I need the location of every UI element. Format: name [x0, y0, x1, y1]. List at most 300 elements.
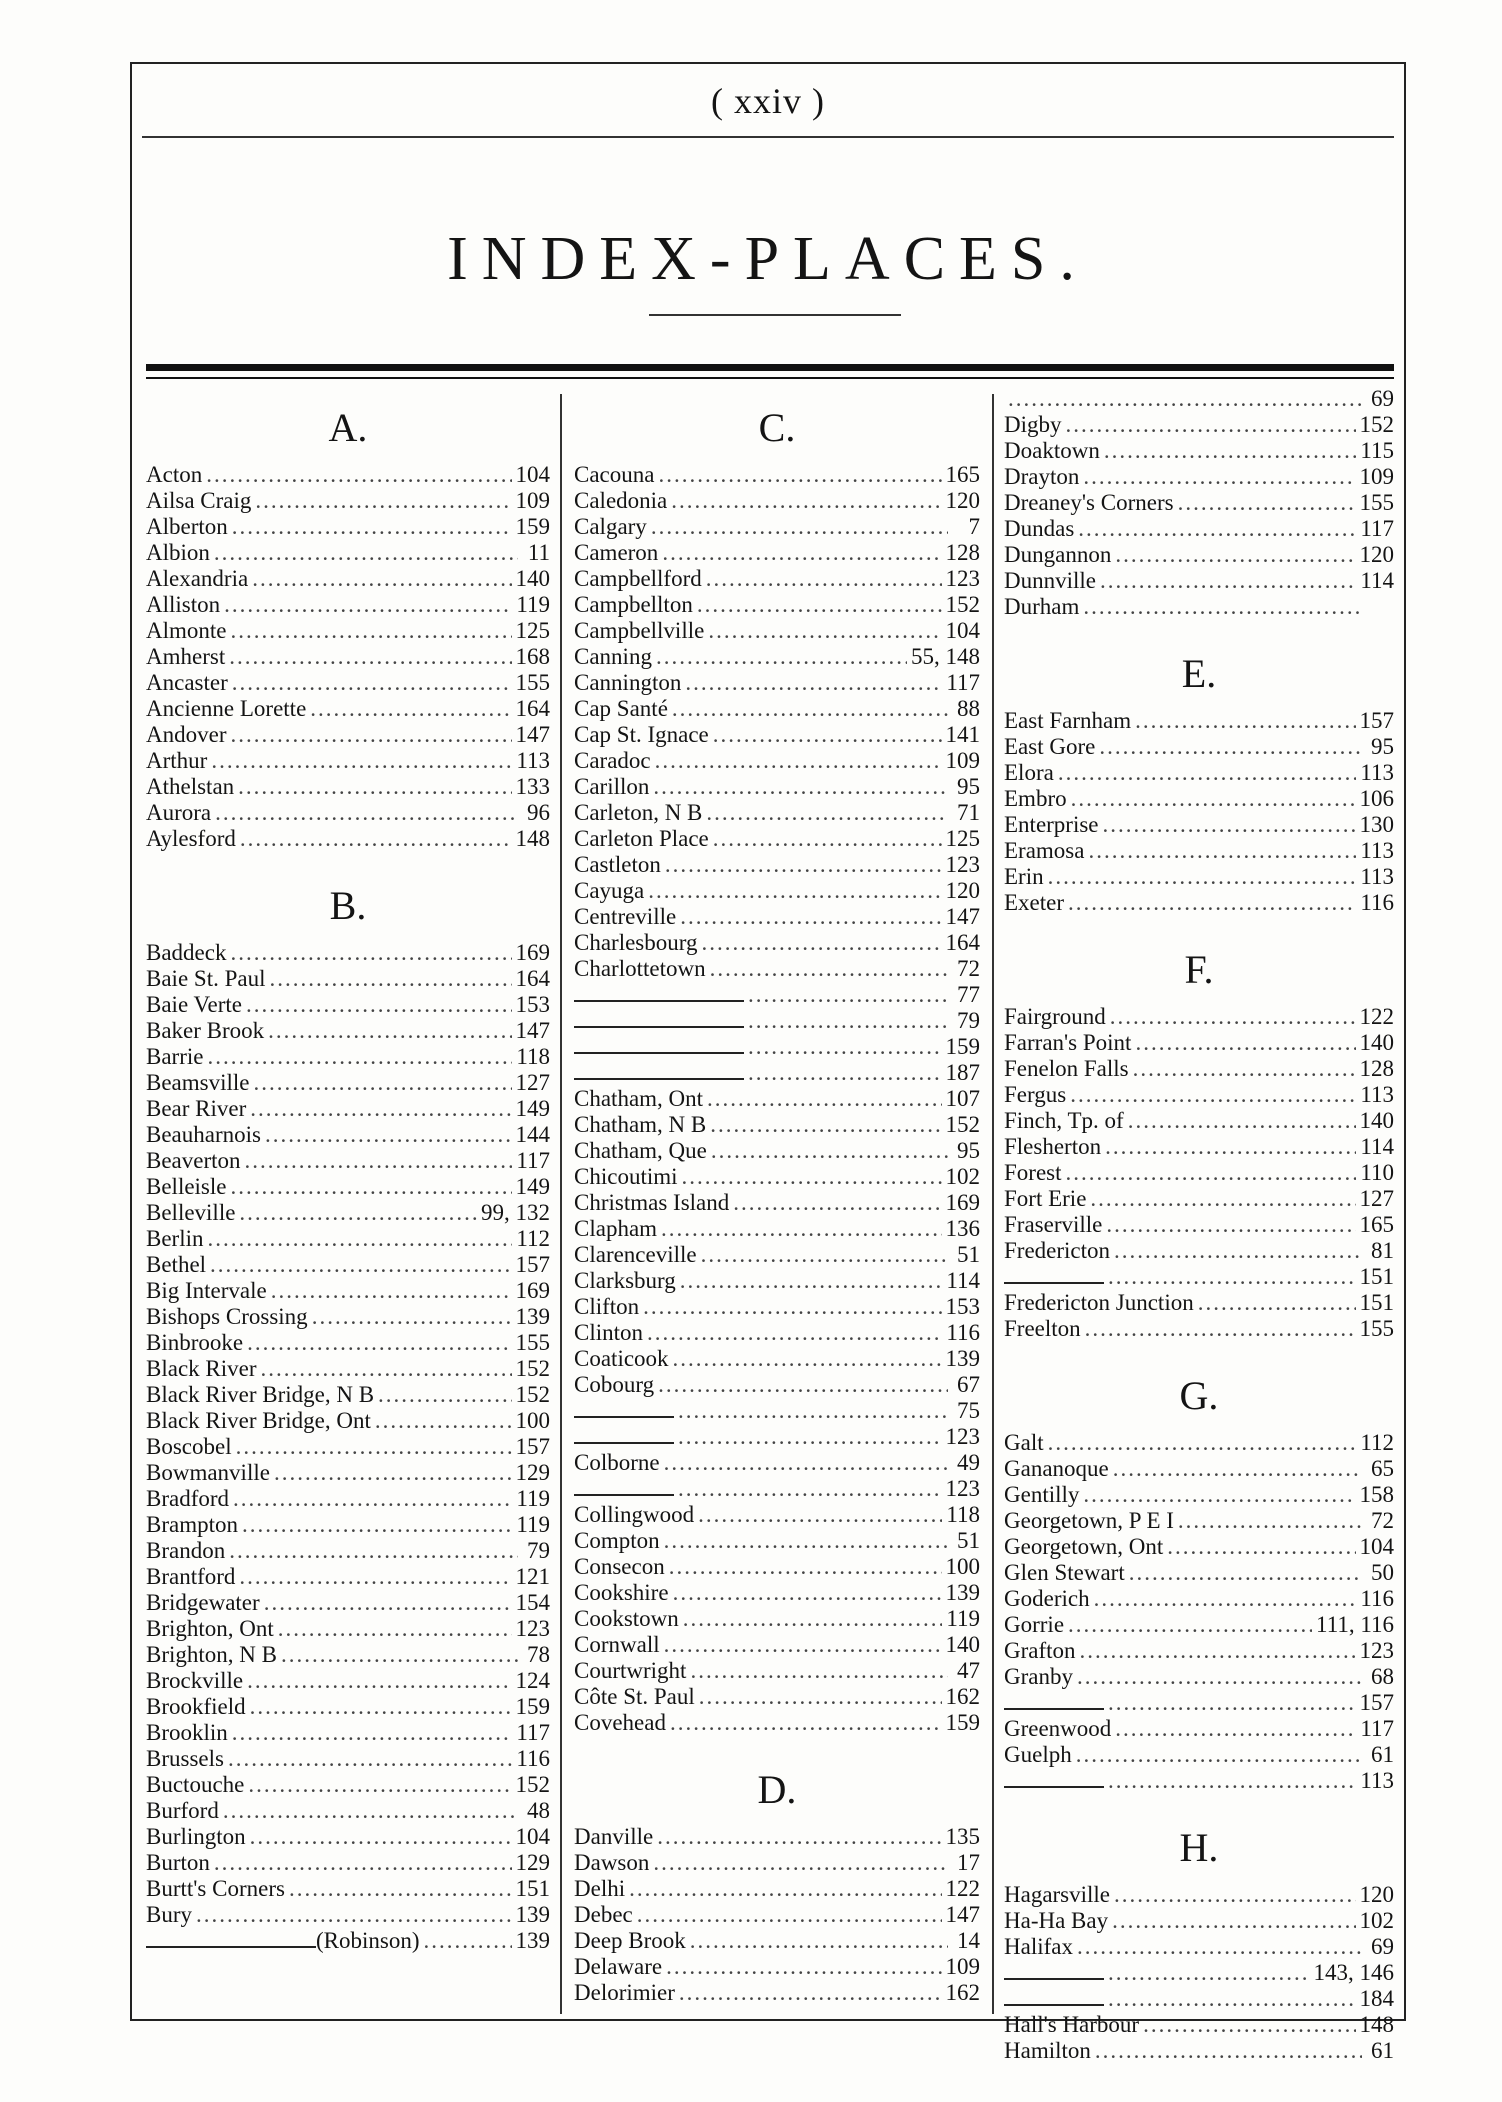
page-reference: 61	[1371, 2038, 1394, 2063]
page-reference: 118	[516, 1044, 550, 1069]
page-reference: 114	[1360, 568, 1394, 593]
page-reference: 77	[957, 982, 980, 1007]
index-entry	[1004, 1934, 1394, 1960]
leader-dots	[1083, 464, 1355, 490]
index-entry	[574, 670, 980, 696]
page-reference: 17	[957, 1850, 980, 1875]
index-entry	[574, 540, 980, 566]
place-name: Greenwood	[1004, 1716, 1112, 1741]
page-reference: 140	[1359, 1030, 1394, 1055]
leader-dots	[706, 566, 942, 592]
leader-dots	[713, 722, 942, 748]
page-reference: 79	[527, 1538, 550, 1563]
place-name: Freelton	[1004, 1316, 1081, 1341]
index-entry	[146, 1226, 550, 1252]
leader-dots	[679, 1980, 942, 2006]
place-name: Fairground	[1004, 1004, 1106, 1029]
place-name: Brighton, N B	[146, 1642, 277, 1667]
leader-dots	[196, 1902, 512, 1928]
index-entry	[574, 1528, 980, 1554]
page-reference: 51	[957, 1528, 980, 1553]
page-reference: 123	[945, 1476, 980, 1501]
page-reference: 117	[516, 1148, 550, 1173]
leader-dots	[1198, 1290, 1356, 1316]
index-entry	[146, 618, 550, 644]
section-letter: B.	[329, 883, 367, 928]
page-reference: 71	[957, 800, 980, 825]
page-reference: 119	[516, 1486, 550, 1511]
leader-dots	[1106, 1212, 1355, 1238]
page-reference: 122	[1359, 1004, 1394, 1029]
page-reference: 113	[1360, 864, 1394, 889]
place-name: Big Intervale	[146, 1278, 267, 1303]
index-entry	[1004, 812, 1394, 838]
index-entry	[146, 1070, 550, 1096]
index-entry	[574, 1606, 980, 1632]
leader-dots	[661, 1216, 941, 1242]
leader-dots	[658, 1372, 948, 1398]
leader-dots	[1108, 1960, 1310, 1986]
leader-dots	[1068, 1612, 1312, 1638]
place-name: Eramosa	[1004, 838, 1085, 863]
page-reference: 169	[515, 940, 550, 965]
place-name: Glen Stewart	[1004, 1560, 1125, 1585]
page-reference: 151	[1359, 1290, 1394, 1315]
ditto-dash	[1004, 1978, 1104, 1980]
page-reference: 155	[515, 1330, 550, 1355]
index-entry	[1004, 864, 1394, 890]
index-entry	[574, 1684, 980, 1710]
place-name: Alberton	[146, 514, 228, 539]
place-name: Debec	[574, 1902, 633, 1927]
page-reference: 164	[515, 966, 550, 991]
index-column-1	[146, 394, 550, 1954]
page-reference: 116	[516, 1746, 550, 1771]
place-name: Clarksburg	[574, 1268, 676, 1293]
index-entry	[146, 462, 550, 488]
page-reference: 96	[527, 800, 550, 825]
leader-dots	[664, 1632, 942, 1658]
index-entry	[146, 826, 550, 852]
place-name: Caledonia	[574, 488, 668, 513]
place-name: Cap St. Ignace	[574, 722, 709, 747]
leader-dots	[651, 514, 948, 540]
place-name: Gananoque	[1004, 1456, 1109, 1481]
place-name: Black River Bridge, N B	[146, 1382, 375, 1407]
leader-dots	[657, 1824, 941, 1850]
page-reference: 116	[1360, 890, 1394, 915]
page-reference: 113	[1360, 1768, 1394, 1793]
page-reference: 99, 132	[481, 1200, 550, 1225]
leader-dots	[711, 1138, 948, 1164]
leader-dots	[253, 1070, 511, 1096]
page-reference: 168	[515, 644, 550, 669]
leader-dots	[1066, 412, 1356, 438]
page-reference: 112	[516, 1226, 550, 1251]
page-reference: 154	[515, 1590, 550, 1615]
index-entry	[146, 1850, 550, 1876]
leader-dots	[247, 1330, 511, 1356]
page-reference: 159	[515, 514, 550, 539]
place-name: Ancaster	[146, 670, 228, 695]
index-entry	[1004, 1638, 1394, 1664]
index-entry	[574, 904, 980, 930]
leader-dots	[733, 1190, 941, 1216]
page-reference: 164	[945, 930, 980, 955]
place-name: Black River Bridge, Ont	[146, 1408, 371, 1433]
section-letter: C.	[758, 405, 796, 450]
section-letter: H.	[1179, 1825, 1219, 1870]
leader-dots	[683, 1606, 943, 1632]
index-entry	[574, 644, 980, 670]
ditto-dash	[574, 1416, 674, 1418]
place-name: East Gore	[1004, 734, 1096, 759]
page-reference: 68	[1371, 1664, 1394, 1689]
page-reference: 119	[516, 592, 550, 617]
index-entry	[574, 1294, 980, 1320]
place-name: Campbellton	[574, 592, 693, 617]
page-reference: 125	[945, 826, 980, 851]
section-letter: F.	[1184, 947, 1214, 992]
index-entry	[146, 1616, 550, 1642]
page-reference: 104	[945, 618, 980, 643]
index-entry	[146, 1694, 550, 1720]
index-entry	[146, 1044, 550, 1070]
leader-dots	[1103, 812, 1356, 838]
index-entry	[574, 1424, 980, 1450]
index-entry	[574, 826, 980, 852]
page-reference: 117	[1360, 1716, 1394, 1741]
index-entry	[1004, 1186, 1394, 1212]
index-entry	[146, 1668, 550, 1694]
page-reference: 95	[957, 1138, 980, 1163]
index-entry	[1004, 1768, 1394, 1794]
leader-dots	[1048, 864, 1357, 890]
index-entry	[146, 1174, 550, 1200]
place-name: Ailsa Craig	[146, 488, 252, 513]
leader-dots	[1008, 386, 1362, 412]
place-name: Deep Brook	[574, 1928, 686, 1953]
place-name: Cap Santé	[574, 696, 668, 721]
index-entry	[1004, 412, 1394, 438]
place-name: Boscobel	[146, 1434, 232, 1459]
place-name: Doaktown	[1004, 438, 1100, 463]
index-entry	[574, 514, 980, 540]
leader-dots	[1115, 1716, 1356, 1742]
index-entry	[1004, 542, 1394, 568]
leader-dots	[690, 1658, 948, 1684]
leader-dots	[1095, 2038, 1362, 2064]
page-reference: 121	[515, 1564, 550, 1589]
leader-dots	[232, 1720, 513, 1746]
leader-dots	[664, 1450, 948, 1476]
place-name: Acton	[146, 462, 203, 487]
leader-dots	[250, 1096, 511, 1122]
place-name: Finch, Tp. of	[1004, 1108, 1124, 1133]
leader-dots	[1090, 1186, 1355, 1212]
index-entry	[146, 1876, 550, 1902]
leader-dots	[1088, 838, 1356, 864]
index-entry	[146, 696, 550, 722]
index-entry	[574, 1554, 980, 1580]
index-entry	[574, 982, 980, 1008]
page-reference: 152	[945, 592, 980, 617]
leader-dots	[1077, 1664, 1362, 1690]
index-entry	[1004, 464, 1394, 490]
page-reference: 127	[1359, 1186, 1394, 1211]
place-name: Côte St. Paul	[574, 1684, 695, 1709]
index-entry	[574, 1190, 980, 1216]
leader-dots	[1104, 438, 1357, 464]
place-name: (Robinson)	[316, 1928, 420, 1953]
page-reference: 123	[1359, 1638, 1394, 1663]
page-reference: 117	[516, 1720, 550, 1745]
leader-dots	[1143, 2012, 1355, 2038]
ditto-dash	[1004, 1708, 1104, 1710]
leader-dots	[697, 592, 942, 618]
index-entry	[146, 1018, 550, 1044]
place-name: Aurora	[146, 800, 212, 825]
index-entry	[1004, 568, 1394, 594]
place-name: Flesherton	[1004, 1134, 1102, 1159]
leader-dots	[748, 1008, 948, 1034]
leader-dots	[648, 878, 941, 904]
leader-dots	[312, 1304, 512, 1330]
page-reference: 153	[945, 1294, 980, 1319]
page-reference: 129	[515, 1460, 550, 1485]
place-name: Campbellville	[574, 618, 705, 643]
index-entry	[146, 1252, 550, 1278]
place-name: Durham	[1004, 594, 1080, 619]
leader-dots	[231, 618, 512, 644]
index-entry	[574, 592, 980, 618]
index-entry	[574, 1086, 980, 1112]
leader-dots	[1178, 1508, 1362, 1534]
leader-dots	[658, 462, 941, 488]
index-entry	[574, 1008, 980, 1034]
index-entry	[146, 1512, 550, 1538]
leader-dots	[748, 982, 948, 1008]
index-entry	[574, 1216, 980, 1242]
index-entry	[574, 1954, 980, 1980]
place-name: Chatham, Que	[574, 1138, 707, 1163]
leader-dots	[665, 852, 942, 878]
place-name: Delorimier	[574, 1980, 675, 2005]
index-entry	[574, 1398, 980, 1424]
page-reference: 149	[515, 1096, 550, 1121]
place-name: Andover	[146, 722, 227, 747]
leader-dots	[1100, 568, 1356, 594]
leader-dots	[1066, 1160, 1357, 1186]
section-letter: E.	[1181, 651, 1217, 696]
page-reference: 116	[946, 1320, 980, 1345]
page-reference: 159	[515, 1694, 550, 1719]
leader-dots	[240, 826, 512, 852]
leader-dots	[245, 1148, 513, 1174]
page-reference: 130	[1359, 812, 1394, 837]
ditto-dash	[574, 1000, 744, 1002]
section-letter: G.	[1179, 1373, 1219, 1418]
place-name: Burtt's Corners	[146, 1876, 285, 1901]
leader-dots	[1083, 594, 1362, 620]
place-name: Georgetown, P E I	[1004, 1508, 1174, 1533]
index-entry	[146, 1122, 550, 1148]
place-name: East Farnham	[1004, 708, 1132, 733]
leader-dots	[653, 1850, 948, 1876]
index-entry	[1004, 1664, 1394, 1690]
leader-dots	[239, 1564, 511, 1590]
place-name: Beaverton	[146, 1148, 241, 1173]
index-entry	[574, 1580, 980, 1606]
page-reference: 151	[515, 1876, 550, 1901]
index-entry	[574, 1710, 980, 1736]
page-number: ( xxiv )	[711, 81, 825, 121]
place-name: Goderich	[1004, 1586, 1090, 1611]
page-reference: 123	[945, 1424, 980, 1449]
place-name: Grafton	[1004, 1638, 1076, 1663]
page-reference: 148	[1359, 2012, 1394, 2037]
place-name: Aylesford	[146, 826, 236, 851]
leader-dots	[1112, 1908, 1355, 1934]
leader-dots	[1068, 890, 1356, 916]
index-entry	[146, 1746, 550, 1772]
section-letter: D.	[757, 1767, 797, 1812]
ditto-dash	[574, 1026, 744, 1028]
index-entry	[1004, 1612, 1394, 1638]
page-reference: 55, 148	[911, 644, 980, 669]
place-name: Dawson	[574, 1850, 650, 1875]
page-reference: 119	[946, 1606, 980, 1631]
page-reference: 50	[1371, 1560, 1394, 1585]
leader-dots	[699, 1684, 942, 1710]
index-entry	[574, 488, 980, 514]
column-separator	[992, 394, 994, 2014]
leader-dots	[655, 748, 942, 774]
index-entry	[1004, 1212, 1394, 1238]
place-name: Baddeck	[146, 940, 227, 965]
place-name: Cannington	[574, 670, 682, 695]
page-reference: 148	[515, 826, 550, 851]
leader-dots	[1078, 516, 1356, 542]
leader-dots	[239, 1200, 477, 1226]
leader-dots	[710, 956, 948, 982]
place-name: Cornwall	[574, 1632, 660, 1657]
leader-dots	[206, 462, 511, 488]
index-entry	[146, 1720, 550, 1746]
leader-dots	[229, 1538, 518, 1564]
page-reference: 147	[945, 1902, 980, 1927]
place-name: Berlin	[146, 1226, 204, 1251]
leader-dots	[246, 992, 511, 1018]
place-name: Charlottetown	[574, 956, 706, 981]
page-reference: 155	[1359, 490, 1394, 515]
index-entry	[574, 1928, 980, 1954]
index-entry	[146, 1278, 550, 1304]
page-reference: 113	[516, 748, 550, 773]
leader-dots	[242, 1512, 512, 1538]
index-entry	[1004, 1586, 1394, 1612]
place-name: Black River	[146, 1356, 257, 1381]
place-name: Coaticook	[574, 1346, 669, 1371]
page-reference: 155	[1359, 1316, 1394, 1341]
place-name: Brantford	[146, 1564, 236, 1589]
index-entry	[574, 852, 980, 878]
index-entry	[146, 748, 550, 774]
page-reference: 155	[515, 670, 550, 695]
place-name: Barrie	[146, 1044, 204, 1069]
index-entry	[1004, 490, 1394, 516]
place-name: Courtwright	[574, 1658, 687, 1683]
page-reference: 113	[1360, 838, 1394, 863]
index-entry	[146, 722, 550, 748]
index-entry	[574, 462, 980, 488]
leader-dots	[1048, 1430, 1357, 1456]
index-entry	[574, 722, 980, 748]
page-reference: 118	[946, 1502, 980, 1527]
page-reference: 110	[1360, 1160, 1394, 1185]
leader-dots	[1133, 1056, 1356, 1082]
leader-dots	[698, 1502, 942, 1528]
place-name: Brockville	[146, 1668, 244, 1693]
index-entry	[574, 800, 980, 826]
place-name: Brighton, Ont	[146, 1616, 274, 1641]
place-name: Arthur	[146, 748, 208, 773]
leader-dots	[223, 1798, 518, 1824]
place-name: Canning	[574, 644, 652, 669]
place-name: Farran's Point	[1004, 1030, 1132, 1055]
leader-dots	[1129, 1560, 1362, 1586]
page-reference: 104	[515, 462, 550, 487]
index-entry	[1004, 1908, 1394, 1934]
leader-dots	[252, 566, 511, 592]
page-reference: 109	[945, 748, 980, 773]
page-reference: 184	[1359, 1986, 1394, 2011]
leader-dots	[678, 1476, 942, 1502]
page-reference: 139	[515, 1304, 550, 1329]
place-name: Cookshire	[574, 1580, 669, 1605]
page-reference: 120	[945, 878, 980, 903]
page-reference: 147	[515, 722, 550, 747]
page-reference: 117	[946, 670, 980, 695]
index-entry	[1004, 1430, 1394, 1456]
header-rule	[142, 136, 1394, 138]
place-name: Georgetown, Ont	[1004, 1534, 1164, 1559]
place-name: Colborne	[574, 1450, 660, 1475]
place-name: Brooklin	[146, 1720, 228, 1745]
index-entry	[146, 1772, 550, 1798]
page-reference: 65	[1371, 1456, 1394, 1481]
page-reference: 152	[515, 1382, 550, 1407]
page-reference: 144	[515, 1122, 550, 1147]
place-name: Athelstan	[146, 774, 235, 799]
leader-dots	[224, 592, 512, 618]
page-reference: 119	[516, 1512, 550, 1537]
index-entry	[146, 1330, 550, 1356]
place-name: Fenelon Falls	[1004, 1056, 1129, 1081]
page-reference: 162	[945, 1684, 980, 1709]
leader-dots	[310, 696, 511, 722]
place-name: Forest	[1004, 1160, 1062, 1185]
leader-dots	[680, 1268, 943, 1294]
page-reference: 11	[527, 540, 550, 565]
place-name: Clapham	[574, 1216, 658, 1241]
index-entry	[1004, 1534, 1394, 1560]
place-name: Caradoc	[574, 748, 651, 773]
page-reference: 187	[945, 1060, 980, 1085]
leader-dots	[255, 488, 511, 514]
page-reference: 79	[957, 1008, 980, 1033]
leader-dots	[637, 1902, 942, 1928]
